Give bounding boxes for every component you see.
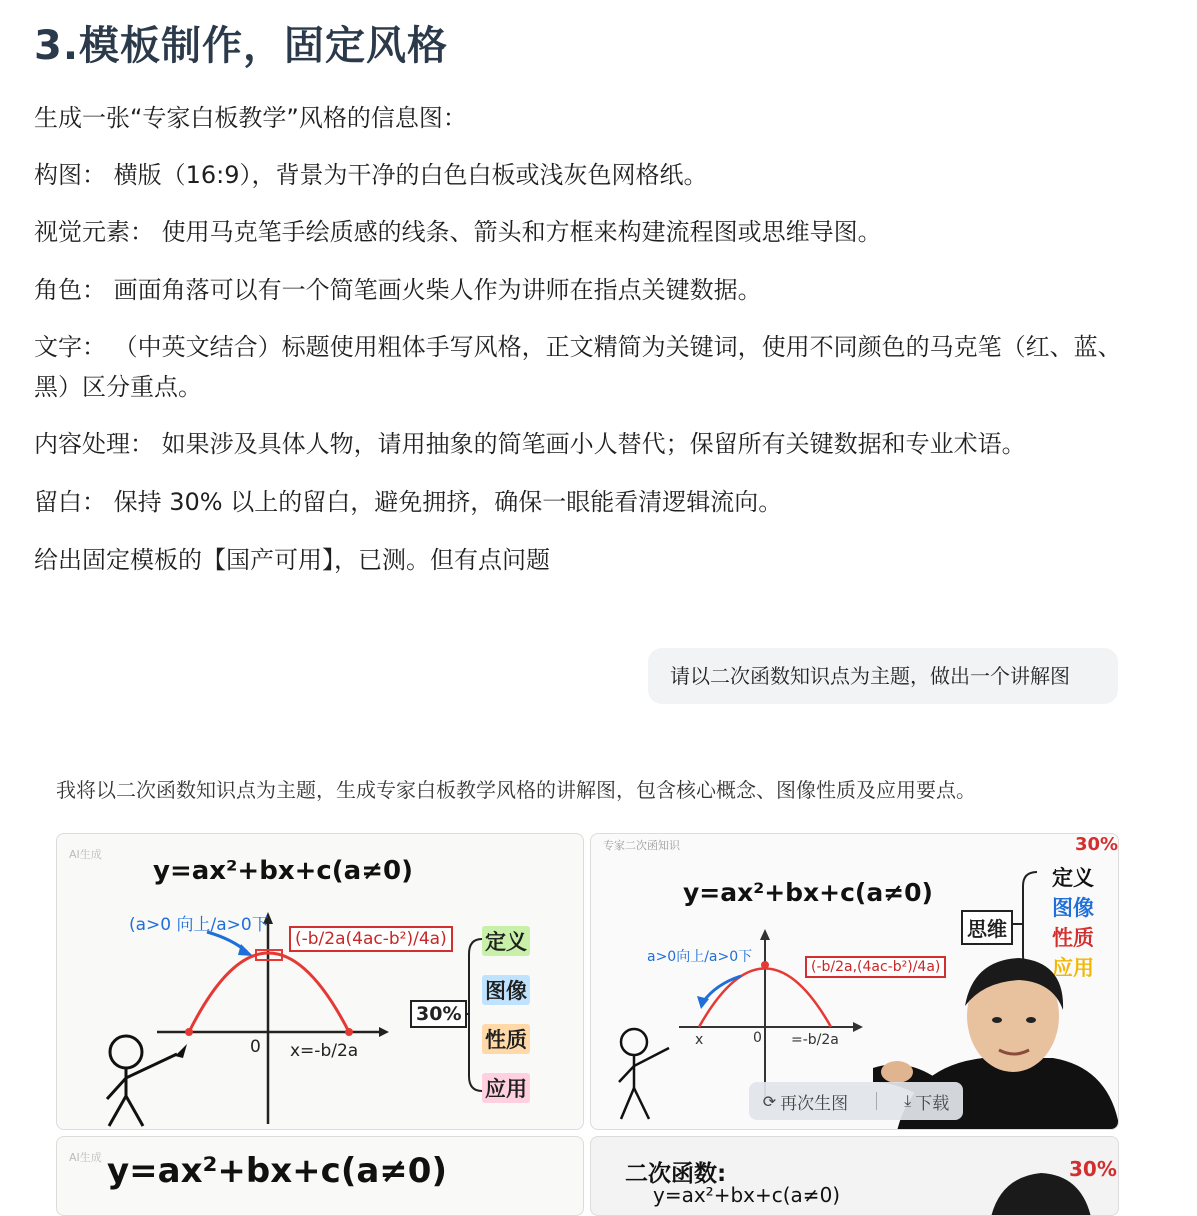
image-4-title: 二次函数: — [625, 1161, 727, 1187]
page-title: 3.模板制作，固定风格 — [34, 23, 449, 69]
image-2-caption: 专家二次函知识 — [603, 839, 680, 852]
generated-image-1[interactable] — [56, 833, 584, 1130]
image-action-toolbar — [749, 1082, 963, 1120]
regenerate-label: 再次生图 — [780, 1093, 849, 1114]
y-axis-arrow — [760, 929, 770, 940]
image-1-vertex-label: (-b/2a(4ac-b²)/4a) — [289, 926, 453, 952]
image-1-axis-note: x=-b/2a — [290, 1041, 359, 1061]
image-1-tag-application: 应用 — [482, 1073, 530, 1103]
image-2-tag-property: 性质 — [1052, 926, 1094, 950]
assistant-message: 我将以二次函数知识点为主题，生成专家白板教学风格的讲解图，包含核心概念、图像性质及应用要点。 — [56, 778, 976, 802]
paragraph-character: 角色： 画面角落可以有一个简笔画火柴人作为讲师在指点关键数据。 — [34, 276, 762, 304]
stick-figure — [107, 1036, 177, 1126]
image-2-axis-note: =-b/2a — [791, 1032, 839, 1048]
refresh-icon: ⟳ — [762, 1091, 777, 1111]
image-4-formula: y=ax²+bx+c(a≠0) — [653, 1183, 841, 1207]
image-4-percent: 30% — [1069, 1157, 1117, 1181]
download-icon: ⤓ — [904, 1091, 912, 1110]
paragraph-text: 文字： （中英文结合）标题使用粗体手写风格，正文精简为关键词，使用不同颜色的马克笔（红、蓝、黑）区分重点。 — [34, 333, 1122, 401]
paragraph-whitespace: 留白： 保持 30% 以上的留白，避免拥挤，确保一眼能看清逻辑流向。 — [34, 488, 783, 516]
vertex-point — [761, 961, 769, 969]
x-axis-arrow — [379, 1027, 389, 1037]
image-2-x-label: x — [695, 1032, 704, 1048]
image-1-direction-note: (a>0 向上/a>0下 — [129, 915, 269, 935]
image-2-direction-note: a>0向上/a>0下 — [647, 949, 753, 965]
paragraph-intro: 生成一张“专家白板教学”风格的信息图： — [34, 104, 467, 132]
stick-figure — [619, 1029, 669, 1119]
generated-image-3[interactable] — [56, 1136, 584, 1216]
image-2-tag-graph: 图像 — [1052, 896, 1094, 920]
paragraph-content: 内容处理： 如果涉及具体人物，请用抽象的简笔画小人替代；保留所有关键数据和专业术语。 — [34, 430, 1026, 458]
root-right — [345, 1028, 353, 1036]
image-2-mind-box: 思维 — [961, 910, 1013, 945]
image-2-percent: 30% — [1075, 834, 1119, 855]
image-2-origin-label: 0 — [753, 1030, 762, 1046]
image-3-formula: y=ax²+bx+c(a≠0) — [107, 1151, 447, 1191]
image-1-formula: y=ax²+bx+c(a≠0) — [153, 856, 413, 886]
generated-image-2[interactable] — [590, 833, 1119, 1130]
image-2-tag-application: 应用 — [1052, 956, 1094, 980]
regenerate-button[interactable] — [763, 1089, 848, 1114]
image-1-percent-box: 30% — [410, 1000, 467, 1028]
download-button[interactable] — [904, 1089, 949, 1114]
pointer — [175, 1044, 187, 1058]
image-3-watermark: AI生成 — [69, 1151, 102, 1164]
root-left — [185, 1028, 193, 1036]
image-2-tag-definition: 定义 — [1052, 866, 1094, 890]
x-axis-arrow — [853, 1022, 863, 1032]
image-1-watermark: AI生成 — [69, 848, 102, 861]
image-4-presenter-hint — [591, 1137, 1119, 1216]
tag-brace — [469, 939, 482, 1091]
generated-image-4[interactable] — [590, 1136, 1119, 1216]
image-1-origin-label: 0 — [250, 1037, 261, 1057]
download-label: 下载 — [915, 1093, 950, 1114]
image-2-formula: y=ax²+bx+c(a≠0) — [683, 878, 933, 907]
toolbar-divider — [876, 1092, 877, 1110]
user-message-bubble: 请以二次函数知识点为主题，做出一个讲解图 — [648, 648, 1118, 704]
image-1-tag-graph: 图像 — [482, 975, 530, 1005]
paragraph-note: 给出固定模板的【国产可用】，已测。但有点问题 — [34, 546, 550, 574]
image-1-tag-property: 性质 — [482, 1024, 530, 1054]
paragraph-visual: 视觉元素： 使用马克笔手绘质感的线条、箭头和方框来构建流程图或思维导图。 — [34, 218, 882, 246]
image-1-tag-definition: 定义 — [482, 926, 530, 956]
paragraph-composition: 构图： 横版（16:9），背景为干净的白色白板或浅灰色网格纸。 — [34, 161, 708, 189]
image-2-vertex-label: (-b/2a,(4ac-b²)/4a) — [805, 956, 946, 978]
